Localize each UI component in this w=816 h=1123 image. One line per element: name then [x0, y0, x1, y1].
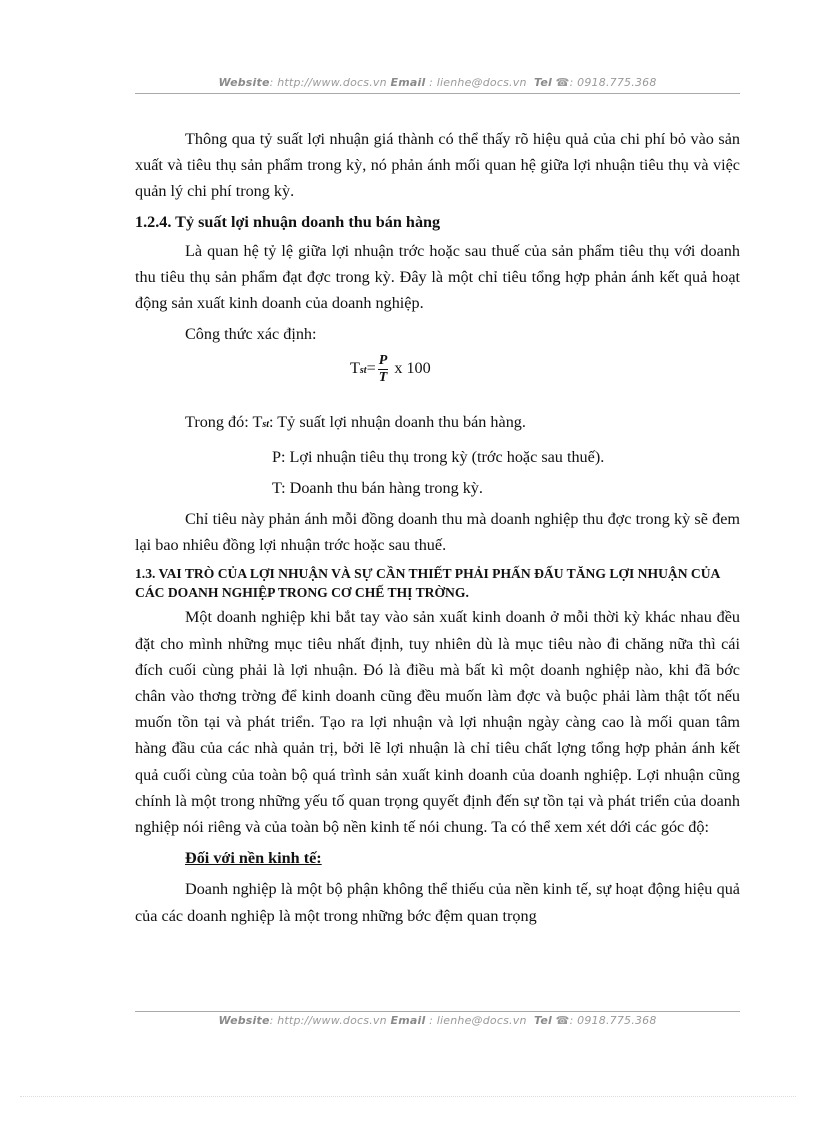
footer-tel-label: Tel [534, 1014, 552, 1027]
paragraph-8: Một doanh nghiệp khi bắt tay vào sản xuất kinh doanh ở mỗi thời kỳ khác nhau đều đặt cho mình những mục tiêu nhất định, tuy nhiên dù là mục tiêu nào đi chăng nữa thì cái đích cuối cùng phải là lợi nhuận. Đó là điều mà bất kì một doanh nghiệp nào, khi đã bớc chân vào thơng trờng để kinh doanh cũng đều muốn làm đợc và buộc phải làm thật tốt nếu muốn tồn tại và phát triển. Tạo ra lợi nhuận và lợi nhuận ngày càng cao là mối quan tâm hàng đầu của các nhà quản trị, bởi lẽ lợi nhuận là chỉ tiêu chất lợng tổng hợp phản ánh kết quả cuối cùng của toàn bộ quá trình sản xuất kinh doanh của doanh nghiệp. Lợi nhuận cũng chính là một trong những yếu tố quan trọng quyết định đến sự tồn tại và phát triển của doanh nghiệp nói riêng và của toàn bộ nền kinh tế nói chung. Ta có thể xem xét dới các góc độ: [135, 608, 740, 837]
paragraph-4 [135, 409, 740, 438]
section-heading-1-2-4: 1.2.4. Tỷ suất lợi nhuận doanh thu bán hàng [135, 212, 441, 231]
header-email-label: Email [390, 76, 426, 89]
formula-expression [350, 353, 431, 386]
definition-p: P: Lợi nhuận tiêu thụ trong kỳ (trớc hoặc sau thuế). [272, 447, 605, 466]
formula-fraction [378, 353, 389, 386]
definition-t: T: Doanh thu bán hàng trong kỳ. [272, 478, 483, 497]
page-footer [135, 1014, 740, 1027]
header-rule [135, 93, 740, 94]
footer-rule [135, 1011, 740, 1012]
subheading-economy [135, 845, 740, 871]
header-website-label: Website [218, 76, 270, 89]
header-tel-value: : 0918.775.368 [569, 76, 657, 89]
formula-block [135, 347, 740, 409]
header-tel-label: Tel [534, 76, 552, 89]
formula-lhs: T [350, 359, 360, 378]
header-website-value: : http://www.docs.vn [269, 76, 387, 89]
paragraph-4-sub: st [262, 419, 270, 431]
page-body [135, 126, 740, 929]
phone-icon: ☎ [555, 1014, 570, 1027]
paragraph-7: Chỉ tiêu này phản ánh mỗi đồng doanh thu mà doanh nghiệp thu đợc trong kỳ sẽ đem lại bao nhiêu đồng lợi nhuận trớc hoặc sau thuế. [135, 510, 740, 555]
formula-eq: = [366, 359, 376, 378]
formula-numerator: P [378, 353, 388, 369]
footer-website-value: : http://www.docs.vn [269, 1014, 387, 1027]
paragraph-2: Là quan hệ tỷ lệ giữa lợi nhuận trớc hoặc sau thuế của sản phẩm tiêu thụ với doanh thu tiêu thụ sản phẩm đạt đợc trong kỳ. Đây là một chỉ tiêu tổng hợp phản ánh kết quả hoạt động sản xuất kinh doanh của doanh nghiệp. [135, 241, 740, 313]
formula-rhs: x 100 [390, 359, 431, 378]
footer-website-label: Website [218, 1014, 270, 1027]
footer-email-value: : lienhe@docs.vn [425, 1014, 527, 1027]
page-header [135, 76, 740, 89]
section-heading-1-3: 1.3. VAI TRÒ CỦA LỢI NHUẬN VÀ SỰ CẦN THIẾT PHẢI PHẤN ĐẤU TĂNG LỢI NHUẬN CỦA CÁC DOANH NGHIỆP TRONG CƠ CHẾ THỊ TRỜNG. [135, 566, 720, 601]
paragraph-1: Thông qua tỷ suất lợi nhuận giá thành có thể thấy rõ hiệu quả của chi phí bỏ vào sản xuất và tiêu thụ sản phẩm trong kỳ, nó phản ánh mối quan hệ giữa lợi nhuận tiêu thụ và việc quản lý chi phí trong kỳ. [135, 130, 740, 201]
formula-lhs-sub: st [359, 365, 367, 377]
formula-denominator: T [378, 370, 388, 386]
phone-icon: ☎ [555, 76, 570, 89]
bottom-dotted-line [20, 1096, 796, 1097]
paragraph-9: Doanh nghiệp là một bộ phận không thể thiếu của nền kinh tế, sự hoạt động hiệu quả của các doanh nghiệp là một trong những bớc đệm quan trọng [135, 880, 740, 925]
subheading-economy-text: Đối với nền kinh tế: [185, 849, 322, 868]
footer-email-label: Email [390, 1014, 426, 1027]
footer-tel-value: : 0918.775.368 [569, 1014, 657, 1027]
paragraph-4-rest: : Tỷ suất lợi nhuận doanh thu bán hàng. [269, 413, 526, 432]
paragraph-4-prefix: Trong đó: T [185, 413, 263, 432]
paragraph-3: Công thức xác định: [185, 325, 317, 344]
header-email-value: : lienhe@docs.vn [425, 76, 527, 89]
